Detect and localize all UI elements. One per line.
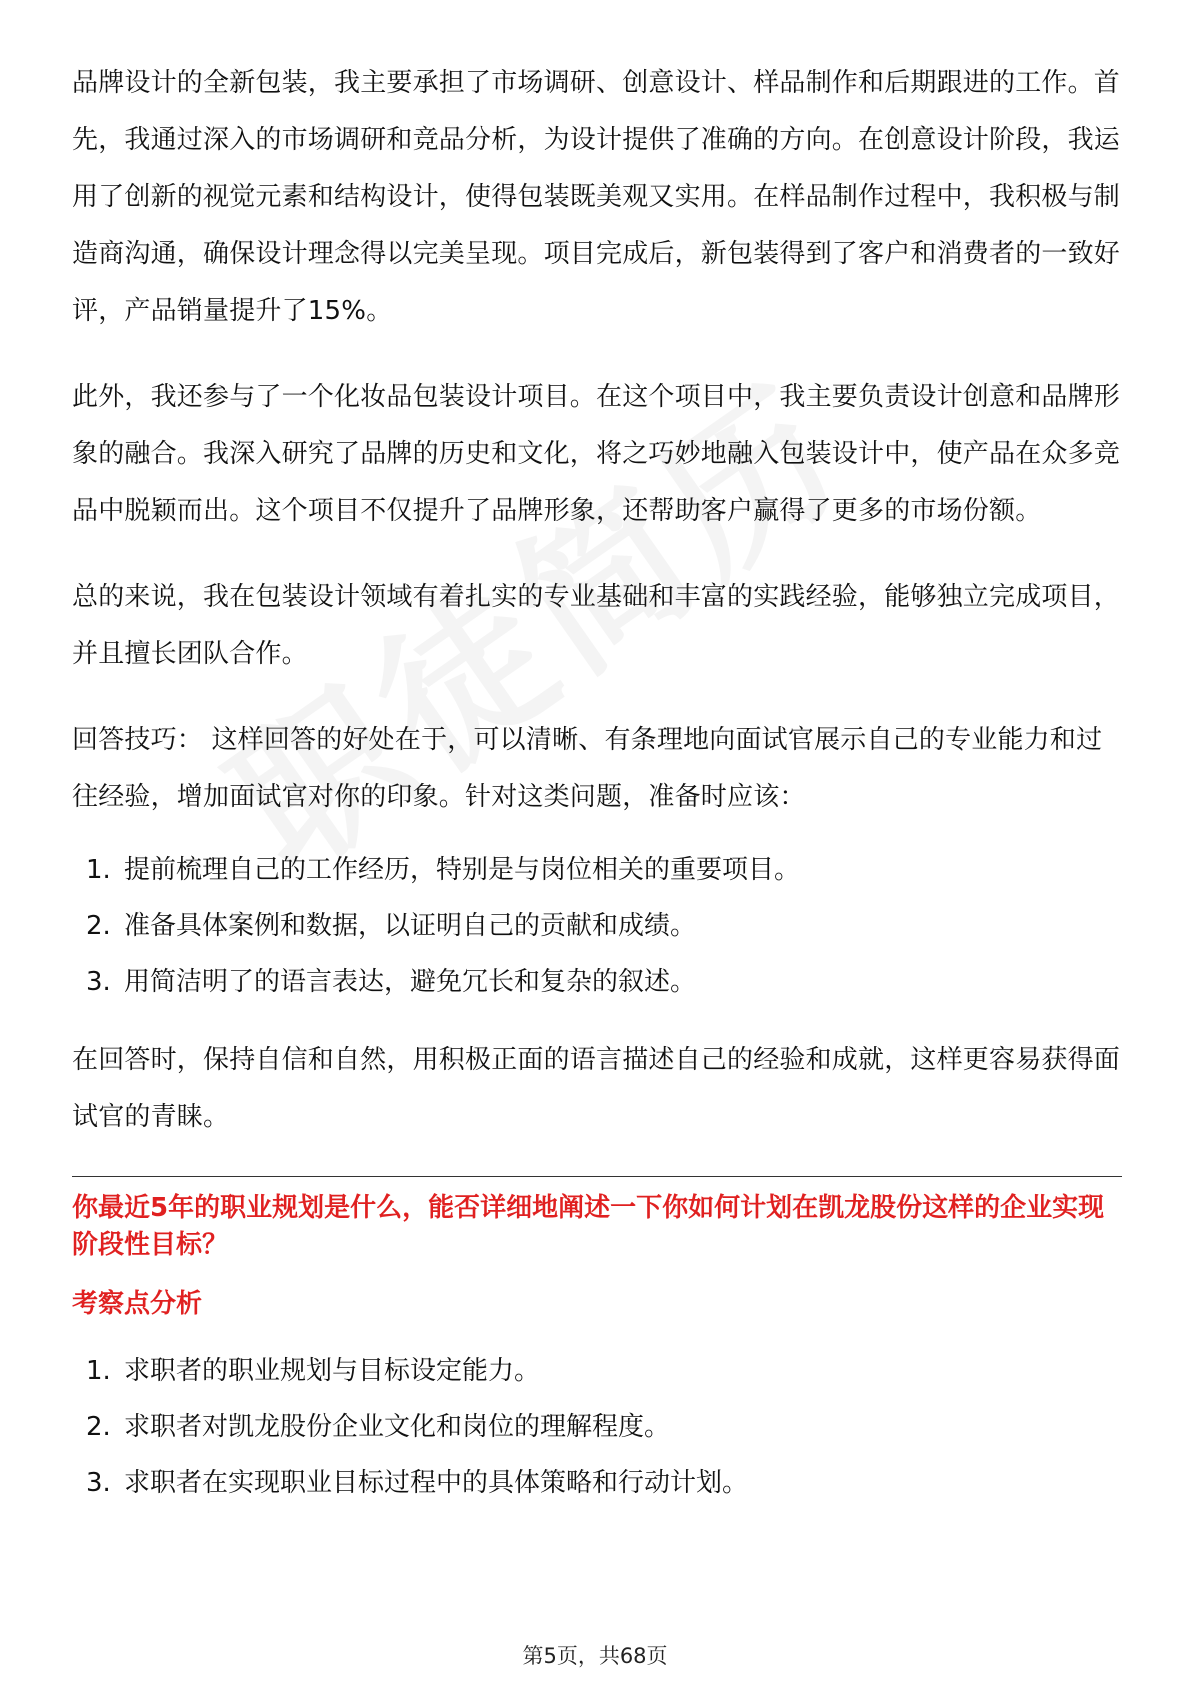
- list-text: 求职者在实现职业目标过程中的具体策略和行动计划。: [124, 1468, 749, 1498]
- paragraph-summary: 总的来说，我在包装设计领域有着扎实的专业基础和丰富的实践经验，能够独立完成项目，并且擅长团队合作。: [72, 582, 1121, 669]
- list-text: 求职者的职业规划与目标设定能力。: [124, 1356, 541, 1386]
- section-divider: [72, 1176, 1122, 1177]
- list-number: 1.: [86, 1356, 111, 1386]
- list-number: 3.: [86, 967, 111, 997]
- list-item: [72, 954, 1122, 1010]
- paragraph-cosmetics-project: 此外，我还参与了一个化妆品包装设计项目。在这个项目中，我主要负责设计创意和品牌形象的融合。我深入研究了品牌的历史和文化，将之巧妙地融入包装设计中，使产品在众多竞品中脱颖而出。这个项目不仅提升了品牌形象，还帮助客户赢得了更多的市场份额。: [72, 382, 1121, 526]
- list-item: [72, 1455, 1122, 1511]
- analysis-list: [72, 1343, 1122, 1511]
- list-number: 2.: [86, 1412, 111, 1442]
- paragraph-closing: 在回答时，保持自信和自然，用积极正面的语言描述自己的经验和成就，这样更容易获得面试官的青睐。: [72, 1045, 1121, 1132]
- list-item: [72, 842, 1122, 898]
- list-text: 准备具体案例和数据，以证明自己的贡献和成绩。: [124, 911, 697, 941]
- paragraph-answer-tips: 回答技巧： 这样回答的好处在于，可以清晰、有条理地向面试官展示自己的专业能力和过往经验，增加面试官对你的印象。针对这类问题，准备时应该：: [72, 725, 1103, 812]
- list-number: 3.: [86, 1468, 111, 1498]
- list-number: 1.: [86, 855, 111, 885]
- page-content: [72, 55, 1122, 1533]
- list-text: 求职者对凯龙股份企业文化和岗位的理解程度。: [124, 1412, 671, 1442]
- list-item: [72, 898, 1122, 954]
- paragraph-packaging-project: 品牌设计的全新包装，我主要承担了市场调研、创意设计、样品制作和后期跟进的工作。首先，我通过深入的市场调研和竞品分析，为设计提供了准确的方向。在创意设计阶段，我运用了创新的视觉元素和结构设计，使得包装既美观又实用。在样品制作过程中，我积极与制造商沟通，确保设计理念得以完美呈现。项目完成后，新包装得到了客户和消费者的一致好评，产品销量提升了15%。: [72, 68, 1121, 326]
- list-item: [72, 1343, 1122, 1399]
- list-number: 2.: [86, 911, 111, 941]
- interview-question: 你最近5年的职业规划是什么，能否详细地阐述一下你如何计划在凯龙股份这样的企业实现阶段性目标？: [72, 1193, 1105, 1260]
- list-text: 提前梳理自己的工作经历，特别是与岗位相关的重要项目。: [124, 855, 801, 885]
- analysis-heading: 考察点分析: [72, 1289, 203, 1319]
- list-item: [72, 1399, 1122, 1455]
- list-text: 用简洁明了的语言表达，避免冗长和复杂的叙述。: [124, 967, 697, 997]
- page-number-footer: 第5页，共68页: [522, 1644, 668, 1668]
- tips-list: [72, 842, 1122, 1010]
